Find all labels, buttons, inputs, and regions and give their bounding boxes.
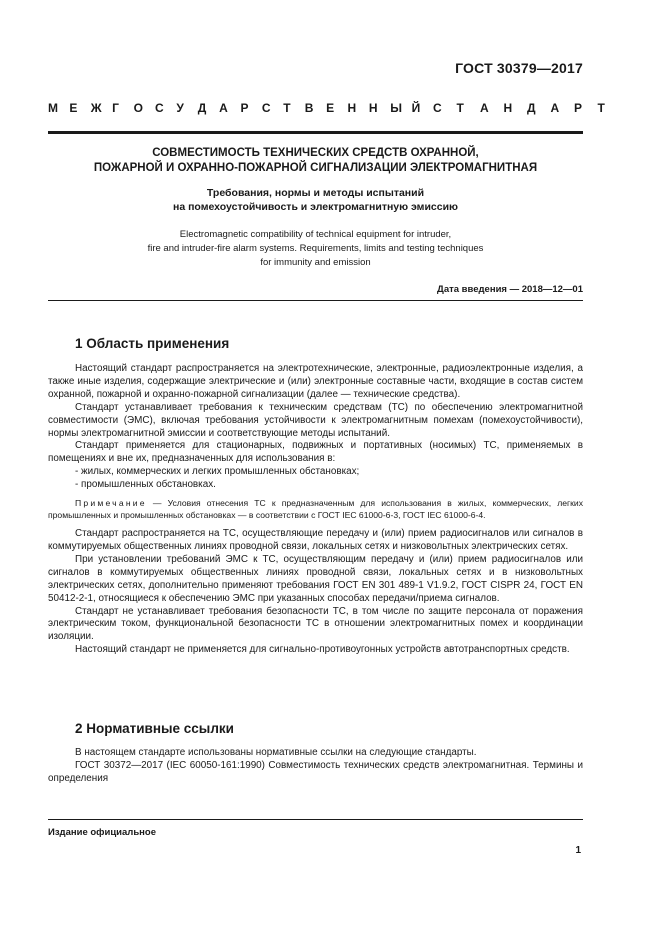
banner-letter: Т (456, 101, 464, 115)
paragraph: Настоящий стандарт не применяется для сигнально-противоугонных устройств автотранспортных средств. (75, 644, 570, 656)
subtitle-line-2: на помехоустойчивость и электромагнитную эмиссию (172, 201, 459, 213)
banner-letter: Й (411, 101, 421, 115)
section-2-body (48, 747, 583, 786)
header-rule (48, 131, 583, 134)
banner-letter: Д (197, 101, 207, 115)
note-label: Примечание (75, 498, 147, 509)
subtitle-line-1: Требования, нормы и методы испытаний (206, 187, 425, 199)
footer-rule (48, 819, 583, 820)
banner-letter: Е (326, 101, 335, 115)
banner-letter: У (176, 101, 184, 115)
date-rule (48, 300, 583, 301)
list-item: - жилых, коммерческих и легких промышленных обстановках; (75, 466, 360, 478)
paragraph: ГОСТ 30372—2017 (IEC 60050-161:1990) Совместимость технических средств электромагнитная. Термины и определения (48, 759, 583, 784)
document-subtitle (48, 186, 583, 214)
banner-letter: Н (368, 101, 378, 115)
banner-letter: Н (503, 101, 513, 115)
banner-letter: Г (112, 101, 119, 115)
banner-letter: Н (347, 101, 357, 115)
english-title-line-1: Electromagnetic compatibility of technical equipment for intruder, (179, 229, 452, 240)
introduction-date: Дата введения — 2018—12—01 (437, 284, 583, 295)
banner-letter: Ж (90, 101, 102, 115)
banner-letter: Д (527, 101, 536, 115)
paragraph: Стандарт устанавливает требования к техническим средствам (ТС) по обеспечению электромагнитной совместимости (ЭМС), включая требования устойчивости к электромагнитным помехам (помехоустойчивости), нормы электромагнитной эмиссии и соответствующие методы испытаний. (48, 401, 583, 439)
official-edition-label: Издание официальное (48, 827, 156, 838)
paragraph: При установлении требований ЭМС к ТС, осуществляющим передачу и (или) прием радиосигналов или сигналов в коммутируемых общественных линиях проводной связи, локальных сетях и в низковольтных электрических сетях, дополнительно применяют требования ГОСТ EN 301 489-1 V1.9.2, ГОСТ CISPR 24, ГОСТ EN 50412-2-1, относящиеся к обеспечению ЭМС при указанных способах передачи/приема сигналов. (48, 553, 583, 604)
document-title (48, 146, 583, 176)
section-1-body (48, 363, 583, 657)
page-number: 1 (575, 845, 581, 856)
banner-letter: Е (69, 101, 78, 115)
banner-letter: М (48, 101, 58, 115)
banner-word-standard (433, 101, 621, 115)
banner-letter: Т (283, 101, 291, 115)
banner-letter: С (154, 101, 164, 115)
note-text: — Условия отнесения ТС к предназначенным для использования в жилых, коммерческих, легких промышленных и промышленных обстановках — в соответствии с ГОСТ IEC 61000-6-3, ГОСТ IEC 61000-6-4. (48, 498, 583, 521)
section-2-heading: 2 Нормативные ссылки (75, 721, 234, 736)
banner-letter: А (219, 101, 228, 115)
gost-code: ГОСТ 30379—2017 (455, 60, 583, 76)
title-line-2: ПОЖАРНОЙ И ОХРАННО-ПОЖАРНОЙ СИГНАЛИЗАЦИИ ЭЛЕКТРОМАГНИТНАЯ (93, 162, 538, 174)
banner-letter: А (550, 101, 560, 115)
paragraph: Стандарт применяется для стационарных, подвижных и портативных (носимых) ТС, применяемых в помещениях и вне их, предназначенных для использования в: (48, 440, 583, 465)
paragraph: В настоящем стандарте использованы нормативные ссылки на следующие стандарты. (75, 747, 477, 758)
banner-letter: А (480, 101, 489, 115)
list-item: - промышленных обстановках. (75, 479, 216, 491)
banner-letter: С (433, 101, 442, 115)
banner-letter: Р (574, 101, 583, 115)
banner-word-interstate (48, 101, 433, 115)
banner-letter: Ы (390, 101, 402, 115)
paragraph: Стандарт не устанавливает требования безопасности ТС, в том числе по защите персонала от поражения электрическим током, функциональной безопасности ТС в отношении электромагнитных помех и координации изоляции. (48, 605, 583, 643)
banner-letter: С (261, 101, 271, 115)
note (48, 497, 583, 521)
banner-letter: Р (240, 101, 249, 115)
interstate-standard-banner (48, 101, 605, 115)
english-title-line-2: fire and intruder-fire alarm systems. Requirements, limits and testing techniques (147, 243, 484, 254)
english-title (48, 228, 583, 270)
banner-letter: Т (597, 101, 605, 115)
banner-letter: В (304, 101, 314, 115)
banner-letter: О (133, 101, 143, 115)
title-line-1: СОВМЕСТИМОСТЬ ТЕХНИЧЕСКИХ СРЕДСТВ ОХРАННОЙ, (152, 147, 479, 159)
english-title-line-3: for immunity and emission (260, 257, 371, 268)
section-1-heading: 1 Область применения (75, 336, 230, 351)
paragraph: Настоящий стандарт распространяется на электротехнические, электронные, радиоэлектронные изделия, а также иные изделия, содержащие электрические и (или) электронные составные части, входящие в состав систем охранной, пожарной и охранно-пожарной сигнализации (далее — технические средства). (48, 363, 583, 400)
paragraph: Стандарт распространяется на ТС, осуществляющие передачу и (или) прием радиосигналов или сигналов в коммутируемых общественных линиях проводной связи, локальных сетях и низковольтных электрических сетях. (48, 528, 583, 552)
